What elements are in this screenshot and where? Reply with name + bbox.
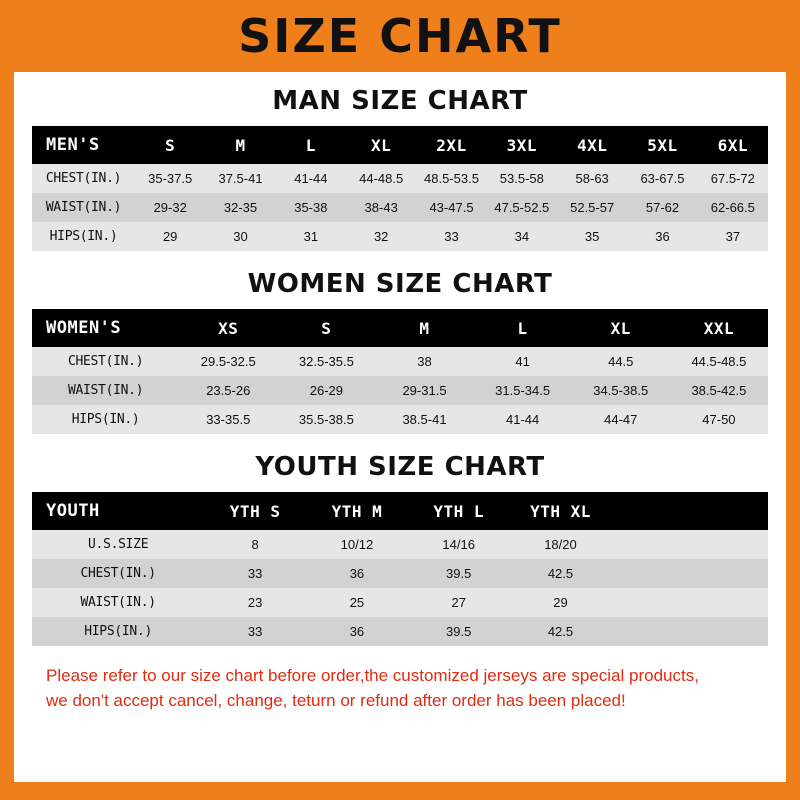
cell: 52.5-57 xyxy=(570,200,615,215)
cell: 23 xyxy=(247,595,263,610)
table-row xyxy=(32,347,768,376)
cell: 32.5-35.5 xyxy=(298,354,354,369)
column-header: YOUTH xyxy=(46,501,100,521)
cell: 41-44 xyxy=(506,412,540,427)
cell: 33 xyxy=(247,624,263,639)
cell: 47.5-52.5 xyxy=(494,200,550,215)
column-header: XS xyxy=(218,318,239,338)
table-header-row xyxy=(32,309,768,347)
cell: 36 xyxy=(349,624,365,639)
man-size-table xyxy=(32,126,768,251)
cell: 29-32 xyxy=(153,200,187,215)
cell: 43-47.5 xyxy=(429,200,474,215)
cell: 18/20 xyxy=(544,537,577,552)
cell: 34 xyxy=(514,229,530,244)
banner xyxy=(0,0,800,72)
content xyxy=(14,86,786,713)
bottom-accent-bar xyxy=(0,782,800,800)
column-header: WOMEN'S xyxy=(46,318,122,338)
table-row xyxy=(32,559,768,588)
page-title: SIZE CHART xyxy=(238,9,562,63)
cell: 37.5-41 xyxy=(218,171,263,186)
cell: 34.5-38.5 xyxy=(593,383,649,398)
column-header: 4XL xyxy=(576,135,608,155)
column-header: YTH M xyxy=(331,501,383,521)
cell: 37 xyxy=(725,229,741,244)
row-label: WAIST(IN.) xyxy=(80,595,156,610)
cell: 25 xyxy=(349,595,365,610)
column-header: L xyxy=(305,135,316,155)
column-header: 5XL xyxy=(647,135,678,155)
cell: 44-47 xyxy=(604,412,638,427)
row-label: HIPS(IN.) xyxy=(49,229,118,244)
cell: 67.5-72 xyxy=(710,171,755,186)
cell: 8 xyxy=(251,537,259,552)
cell: 14/16 xyxy=(442,537,475,552)
cell: 29 xyxy=(553,595,568,610)
cell: 44.5-48.5 xyxy=(691,354,747,369)
youth-size-table xyxy=(32,492,768,646)
table-row xyxy=(32,588,768,617)
cell: 63-67.5 xyxy=(640,171,685,186)
table-row xyxy=(32,405,768,434)
cell: 35-37.5 xyxy=(148,171,193,186)
column-header: 2XL xyxy=(436,135,467,155)
women-section-title: WOMEN SIZE CHART xyxy=(247,269,553,299)
row-label: CHEST(IN.) xyxy=(80,566,156,581)
cell: 33-35.5 xyxy=(206,412,251,427)
table-row xyxy=(32,530,768,559)
cell: 38.5-41 xyxy=(402,412,447,427)
column-header: MEN'S xyxy=(46,135,100,155)
column-header: XL xyxy=(610,318,631,338)
cell: 23.5-26 xyxy=(206,383,251,398)
table-header-row xyxy=(32,126,768,164)
table-row xyxy=(32,617,768,646)
cell: 33 xyxy=(444,229,459,244)
row-label: HIPS(IN.) xyxy=(84,624,152,639)
cell: 36 xyxy=(655,229,670,244)
column-header: YTH XL xyxy=(530,501,591,521)
row-label: CHEST(IN.) xyxy=(67,354,144,369)
cell: 31 xyxy=(303,229,319,244)
cell: 32-35 xyxy=(223,200,258,215)
cell: 35.5-38.5 xyxy=(298,412,354,427)
cell: 42.5 xyxy=(547,566,574,581)
cell-empty xyxy=(611,588,768,617)
column-header: XXL xyxy=(703,318,735,338)
cell: 29 xyxy=(162,229,178,244)
cell: 44.5 xyxy=(608,354,634,369)
column-header: L xyxy=(517,318,528,338)
cell: 29-31.5 xyxy=(402,383,447,398)
cell: 10/12 xyxy=(340,537,374,552)
table-header-row xyxy=(32,492,768,530)
row-label: HIPS(IN.) xyxy=(71,412,140,427)
cell: 41-44 xyxy=(294,171,328,186)
youth-section-title: YOUTH SIZE CHART xyxy=(255,452,545,482)
cell: 47-50 xyxy=(702,412,736,427)
cell: 27 xyxy=(451,595,466,610)
cell: 31.5-34.5 xyxy=(495,383,551,398)
man-section-title: MAN SIZE CHART xyxy=(272,86,528,116)
cell: 57-62 xyxy=(645,200,680,215)
cell: 39.5 xyxy=(446,566,472,581)
cell: 48.5-53.5 xyxy=(424,171,479,186)
cell: 38-43 xyxy=(364,200,398,215)
cell-empty xyxy=(611,559,768,588)
cell: 30 xyxy=(233,229,248,244)
cell: 53.5-58 xyxy=(499,171,544,186)
cell: 42.5 xyxy=(547,624,574,639)
cell: 29.5-32.5 xyxy=(200,354,256,369)
table-row xyxy=(32,193,768,222)
column-header-empty xyxy=(611,492,768,530)
cell-empty xyxy=(611,530,768,559)
row-label: U.S.SIZE xyxy=(88,537,149,552)
column-header: YTH S xyxy=(229,501,281,521)
cell: 32 xyxy=(373,229,389,244)
cell: 38.5-42.5 xyxy=(691,383,747,398)
column-header: YTH L xyxy=(433,501,485,521)
cell: 33 xyxy=(247,566,263,581)
cell: 36 xyxy=(349,566,365,581)
notice-line-1: Please refer to our size chart before order,the customized jerseys are special products, xyxy=(46,666,699,685)
cell-empty xyxy=(611,617,768,646)
column-header: S xyxy=(165,135,176,155)
table-row xyxy=(32,376,768,405)
row-label: WAIST(IN.) xyxy=(45,200,122,215)
column-header: XL xyxy=(371,135,392,155)
column-header: M xyxy=(419,318,430,338)
cell: 35 xyxy=(584,229,600,244)
notice-line-2: we don't accept cancel, change, teturn or refund after order has been placed! xyxy=(46,690,626,710)
cell: 35-38 xyxy=(294,200,328,215)
column-header: M xyxy=(235,135,246,155)
row-label: WAIST(IN.) xyxy=(67,383,144,398)
column-header: 3XL xyxy=(506,135,538,155)
cell: 62-66.5 xyxy=(710,200,755,215)
table-row xyxy=(32,164,768,193)
cell: 39.5 xyxy=(446,624,472,639)
cell: 58-63 xyxy=(575,171,609,186)
cell: 38 xyxy=(417,354,432,369)
notice xyxy=(32,664,768,713)
cell: 26-29 xyxy=(309,383,343,398)
women-size-table xyxy=(32,309,768,434)
column-header: 6XL xyxy=(717,135,749,155)
cell: 41 xyxy=(515,354,530,369)
column-header: S xyxy=(321,318,332,338)
cell: 44-48.5 xyxy=(359,171,404,186)
table-row xyxy=(32,222,768,251)
row-label: CHEST(IN.) xyxy=(45,171,122,186)
